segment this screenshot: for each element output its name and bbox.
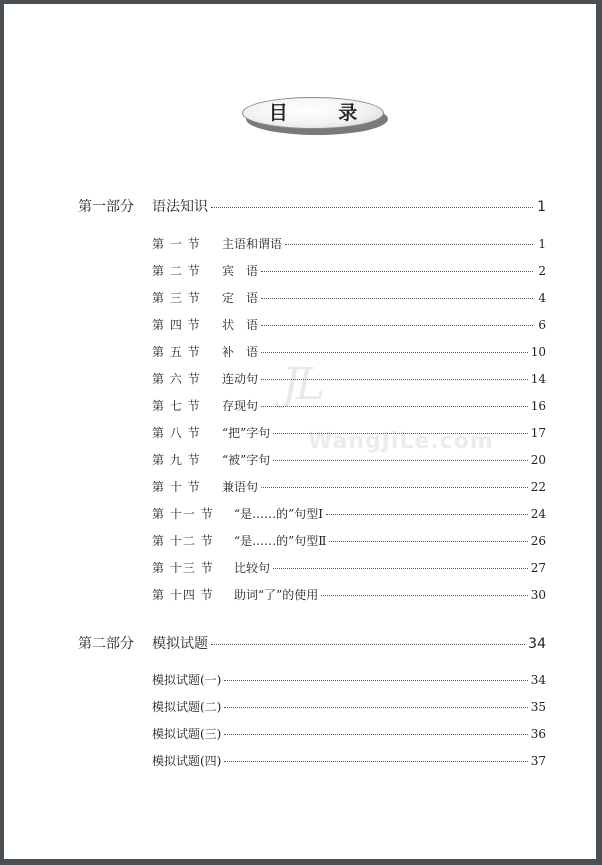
toc-entry[interactable] bbox=[152, 752, 546, 769]
part-label: 第二部分 bbox=[78, 636, 134, 652]
dot-leader bbox=[321, 594, 527, 596]
dot-leader bbox=[224, 679, 527, 681]
section-title: 兼语句 bbox=[222, 480, 259, 494]
dot-leader bbox=[261, 351, 528, 353]
toc-entry[interactable] bbox=[152, 343, 546, 360]
toc-entry[interactable] bbox=[152, 262, 546, 279]
dot-leader bbox=[273, 567, 528, 569]
section-label: 第 八 节 bbox=[152, 426, 201, 440]
section-label: 第 五 节 bbox=[152, 345, 201, 359]
section-title: “是……的”句型Ⅱ bbox=[234, 534, 327, 548]
section-label: 第 六 节 bbox=[152, 372, 201, 386]
dot-leader bbox=[326, 513, 528, 515]
page-number: 4 bbox=[538, 291, 546, 305]
dot-leader bbox=[224, 733, 527, 735]
page-number: 6 bbox=[538, 318, 546, 332]
section-label: 第 二 节 bbox=[152, 264, 201, 278]
toc-entry[interactable] bbox=[152, 532, 546, 549]
section-label: 第 七 节 bbox=[152, 399, 201, 413]
section-label: 第 十一 节 bbox=[152, 507, 214, 521]
part-title: 模拟试题 bbox=[152, 636, 208, 652]
dot-leader bbox=[224, 706, 527, 708]
section-title: 宾 语 bbox=[222, 264, 259, 278]
toc-entry[interactable] bbox=[152, 289, 546, 306]
section-label: 第 十二 节 bbox=[152, 534, 214, 548]
section-title: 定 语 bbox=[222, 291, 259, 305]
page-number: 16 bbox=[530, 399, 546, 413]
page-number: 34 bbox=[530, 673, 546, 687]
page-number: 22 bbox=[530, 480, 546, 494]
dot-leader bbox=[211, 643, 525, 645]
toc-entry[interactable] bbox=[152, 698, 546, 715]
page-number: 17 bbox=[530, 426, 546, 440]
section-title: 模拟试题(一) bbox=[152, 673, 222, 687]
dot-leader bbox=[261, 270, 533, 272]
section-title: 状 语 bbox=[222, 318, 259, 332]
section-title: “把”字句 bbox=[222, 426, 271, 440]
section-label: 第 四 节 bbox=[152, 318, 201, 332]
page-number: 26 bbox=[530, 534, 546, 548]
page-number: 34 bbox=[528, 636, 546, 652]
page-number: 30 bbox=[530, 588, 546, 602]
page-number: 37 bbox=[530, 754, 546, 768]
section-title: “被”字句 bbox=[222, 453, 271, 467]
dot-leader bbox=[273, 459, 527, 461]
page-number: 1 bbox=[538, 237, 546, 251]
dot-leader bbox=[211, 206, 533, 208]
toc-entry[interactable] bbox=[152, 316, 546, 333]
section-label: 第 三 节 bbox=[152, 291, 201, 305]
part-title: 语法知识 bbox=[152, 199, 208, 215]
table-of-contents bbox=[4, 4, 596, 859]
watermark-text: WangJiLe.com bbox=[308, 429, 494, 454]
page-number: 2 bbox=[538, 264, 546, 278]
dot-leader bbox=[261, 378, 528, 380]
section-title: “是……的”句型Ⅰ bbox=[234, 507, 324, 521]
toc-entry[interactable] bbox=[152, 235, 546, 252]
section-title: 主语和谓语 bbox=[222, 237, 283, 251]
toc-entry[interactable] bbox=[152, 451, 546, 468]
toc-part-2[interactable] bbox=[78, 633, 546, 653]
toc-entry[interactable] bbox=[152, 671, 546, 688]
section-title: 模拟试题(三) bbox=[152, 727, 222, 741]
dot-leader bbox=[273, 432, 527, 434]
section-label: 第 九 节 bbox=[152, 453, 201, 467]
toc-entry[interactable] bbox=[152, 505, 546, 522]
page-number: 27 bbox=[530, 561, 546, 575]
toc-entry[interactable] bbox=[152, 559, 546, 576]
dot-leader bbox=[261, 486, 528, 488]
section-title: 助词“了”的使用 bbox=[234, 588, 319, 602]
section-label: 第 十 节 bbox=[152, 480, 201, 494]
toc-entry[interactable] bbox=[152, 424, 546, 441]
toc-entry[interactable] bbox=[152, 725, 546, 742]
section-title: 比较句 bbox=[234, 561, 271, 575]
section-title: 连动句 bbox=[222, 372, 259, 386]
page-number: 36 bbox=[530, 727, 546, 741]
toc-entry[interactable] bbox=[152, 370, 546, 387]
dot-leader bbox=[261, 297, 533, 299]
section-title: 存现句 bbox=[222, 399, 259, 413]
section-label: 第 十三 节 bbox=[152, 561, 214, 575]
toc-part-1[interactable] bbox=[78, 196, 546, 216]
page-number: 1 bbox=[537, 199, 546, 215]
section-title: 模拟试题(四) bbox=[152, 754, 222, 768]
toc-entry[interactable] bbox=[152, 478, 546, 495]
document-page bbox=[4, 4, 596, 859]
dot-leader bbox=[329, 540, 527, 542]
toc-entry[interactable] bbox=[152, 397, 546, 414]
dot-leader bbox=[224, 760, 527, 762]
section-title: 补 语 bbox=[222, 345, 259, 359]
watermark-monogram: JL bbox=[282, 359, 321, 410]
dot-leader bbox=[285, 243, 533, 245]
page-number: 24 bbox=[530, 507, 546, 521]
section-label: 第 一 节 bbox=[152, 237, 201, 251]
section-label: 第 十四 节 bbox=[152, 588, 214, 602]
dot-leader bbox=[261, 405, 528, 407]
part-label: 第一部分 bbox=[78, 199, 134, 215]
page-number: 14 bbox=[530, 372, 546, 386]
page-title: 目 录 bbox=[268, 102, 380, 124]
page-number: 20 bbox=[530, 453, 546, 467]
toc-entry[interactable] bbox=[152, 586, 546, 603]
dot-leader bbox=[261, 324, 533, 326]
page-number: 35 bbox=[530, 700, 546, 714]
section-title: 模拟试题(二) bbox=[152, 700, 222, 714]
page-number: 10 bbox=[530, 345, 546, 359]
